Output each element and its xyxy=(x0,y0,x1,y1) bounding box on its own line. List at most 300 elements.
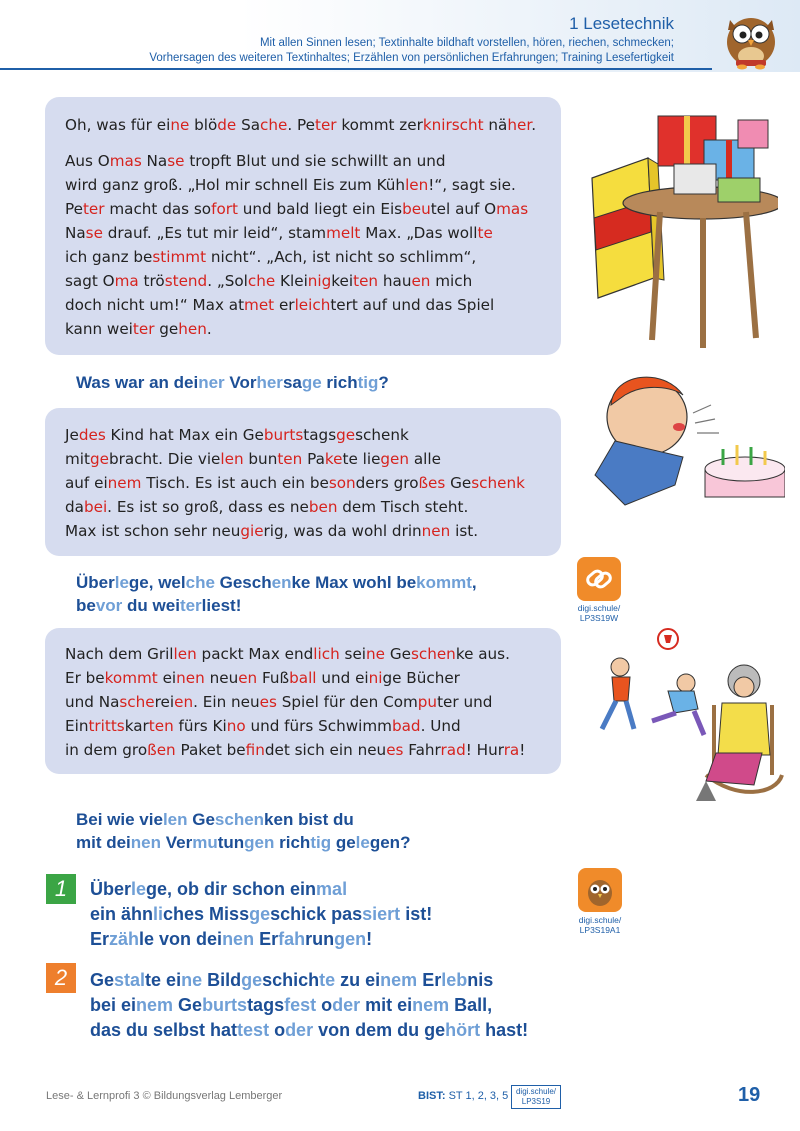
syllable-highlight: nen xyxy=(421,522,451,540)
text-run: . „Sol xyxy=(207,272,248,290)
text-run: be xyxy=(76,596,96,615)
text-run: hau xyxy=(378,272,412,290)
text-run: Ge xyxy=(187,810,215,829)
syllable-highlight: knirscht xyxy=(422,116,484,134)
text-run: run xyxy=(305,929,335,949)
task-2-text xyxy=(90,968,528,1043)
syllable-highlight: melt xyxy=(326,224,361,242)
text-run: dem Tisch steht. xyxy=(337,498,469,516)
text-run: drauf. „Es tut mir leid“, stam xyxy=(102,224,327,242)
text-run: !“, sagt sie. xyxy=(428,176,516,194)
syllable-highlight: ter xyxy=(179,596,202,615)
syllable-highlight: der xyxy=(332,995,361,1015)
syllable-highlight: stimmt xyxy=(152,248,207,266)
syllable-highlight: pu xyxy=(417,693,438,711)
text-run: ge xyxy=(331,833,356,852)
text-run: bun xyxy=(243,450,278,468)
text-run: Ge xyxy=(173,995,203,1015)
syllable-highlight: stal xyxy=(114,970,146,990)
syllable-highlight: len xyxy=(220,450,244,468)
text-run: Er xyxy=(417,970,442,990)
syllable-highlight: mu xyxy=(192,833,218,852)
digi-link-1-label[interactable] xyxy=(569,603,629,623)
soccer-grandma-illustration xyxy=(586,625,786,810)
syllable-highlight: bei xyxy=(83,498,108,516)
text-run: ge xyxy=(154,320,179,338)
owl-mascot-icon xyxy=(716,4,786,70)
text-run: . xyxy=(206,320,212,338)
syllable-highlight: len xyxy=(173,645,197,663)
syllable-highlight: ne xyxy=(170,116,190,134)
syllable-highlight: ra xyxy=(503,741,520,759)
text-run: doch nicht um!“ Max at xyxy=(65,296,245,314)
syllable-highlight: ni xyxy=(368,669,383,687)
syllable-highlight: len xyxy=(405,176,429,194)
text-line xyxy=(65,317,555,341)
digi-link-1-line1: digi.schule/ xyxy=(577,603,621,613)
digi-link-2-line1: digi.schule/ xyxy=(578,915,622,925)
text-run: auf ei xyxy=(65,474,108,492)
text-run: liest! xyxy=(201,596,242,615)
text-run: blö xyxy=(189,116,218,134)
text-run: Er xyxy=(90,929,110,949)
text-line xyxy=(65,221,555,245)
digi-link-1-line2: LP3S19W xyxy=(579,613,619,623)
syllable-highlight: siert xyxy=(362,904,401,924)
text-run: schenk xyxy=(355,426,409,444)
chapter-subtitle-line2: Vorhersagen des weiteren Textinhaltes; Erzählen von persönlichen Erfahrungen; Training Lesefertigkeit xyxy=(149,52,674,64)
text-run: tun xyxy=(217,833,245,852)
digi-link-1-button[interactable] xyxy=(577,557,621,601)
text-line xyxy=(65,519,555,543)
text-run: und fürs Schwimm xyxy=(245,717,392,735)
syllable-highlight: fest xyxy=(284,995,317,1015)
text-run: mit dei xyxy=(76,833,131,852)
syllable-highlight: ten xyxy=(148,717,174,735)
link-chain-icon xyxy=(577,557,621,601)
text-line xyxy=(65,245,555,269)
text-run: macht das so xyxy=(104,200,212,218)
text-run: Pa xyxy=(302,450,325,468)
text-run: rig, was da wohl drin xyxy=(263,522,422,540)
text-run: nä xyxy=(483,116,508,134)
text-run: Ge xyxy=(385,645,411,663)
text-line xyxy=(65,714,555,738)
text-run: o xyxy=(316,995,333,1015)
syllable-highlight: te xyxy=(319,970,336,990)
syllable-highlight: schen xyxy=(410,645,456,663)
text-run: Ver xyxy=(161,833,193,852)
text-run: er xyxy=(274,296,295,314)
text-run: rei xyxy=(154,693,175,711)
text-run: Ball, xyxy=(449,995,493,1015)
syllable-highlight: li xyxy=(153,904,164,924)
footer-bist-label: BIST: xyxy=(418,1090,446,1102)
text-run: tropft Blut und sie schwillt an und xyxy=(184,152,446,170)
syllable-highlight: hört xyxy=(445,1020,481,1040)
syllable-highlight: ter xyxy=(82,200,105,218)
text-run: bracht. Die vie xyxy=(108,450,221,468)
text-run: mit ei xyxy=(360,995,413,1015)
footer-digi-line2: LP3S19 xyxy=(521,1097,551,1106)
text-run: fürs Ki xyxy=(173,717,227,735)
question-1 xyxy=(76,371,389,394)
syllable-highlight: gie xyxy=(240,522,264,540)
text-run: ches Miss xyxy=(163,904,250,924)
syllable-highlight: es xyxy=(259,693,277,711)
syllable-highlight: nem xyxy=(380,970,418,990)
text-line xyxy=(65,642,555,666)
question-3 xyxy=(76,808,410,854)
text-run: , xyxy=(471,573,477,592)
syllable-highlight: ne xyxy=(366,645,385,663)
syllable-highlight: stend xyxy=(164,272,208,290)
text-run: ich ganz be xyxy=(65,248,153,266)
text-line xyxy=(65,269,555,293)
header-rule xyxy=(0,68,712,70)
syllable-highlight: mal xyxy=(316,879,348,899)
syllable-highlight: de xyxy=(217,116,237,134)
syllable-highlight: kommt xyxy=(104,669,158,687)
syllable-highlight: ge xyxy=(301,373,322,392)
text-run: sei xyxy=(339,645,367,663)
text-line xyxy=(76,594,477,617)
syllable-highlight: len xyxy=(162,810,188,829)
text-run: und ei xyxy=(316,669,369,687)
syllable-highlight: che xyxy=(260,116,288,134)
story-1-text xyxy=(65,113,555,341)
syllable-highlight: leb xyxy=(441,970,468,990)
text-run: Ge xyxy=(90,970,115,990)
text-line xyxy=(76,571,477,594)
text-run: kar xyxy=(124,717,149,735)
syllable-highlight: fin xyxy=(245,741,265,759)
text-run: ? xyxy=(378,373,389,392)
task-2-number-badge: 2 xyxy=(46,963,76,993)
text-run: nis xyxy=(467,970,494,990)
text-run: ke aus. xyxy=(455,645,510,663)
digi-link-2-line2: LP3S19A1 xyxy=(579,925,621,935)
syllable-highlight: ßen xyxy=(147,741,176,759)
text-run: . Pe xyxy=(287,116,315,134)
text-run: hast! xyxy=(480,1020,529,1040)
syllable-highlight: bad xyxy=(391,717,421,735)
text-run: Bei wie vie xyxy=(76,810,163,829)
syllable-highlight: nem xyxy=(107,474,142,492)
text-run: sagt O xyxy=(65,272,115,290)
text-run: schich xyxy=(262,970,320,990)
text-run: . Ein neu xyxy=(193,693,260,711)
syllable-highlight: schen xyxy=(214,810,265,829)
text-line xyxy=(65,173,555,197)
text-line xyxy=(65,423,555,447)
syllable-highlight: gen xyxy=(380,450,410,468)
syllable-highlight: se xyxy=(85,224,103,242)
text-run: o xyxy=(269,1020,286,1040)
syllable-highlight: met xyxy=(244,296,275,314)
syllable-highlight: en xyxy=(271,573,292,592)
text-run: Max ist schon sehr neu xyxy=(65,522,241,540)
text-line xyxy=(65,447,555,471)
text-run: Sa xyxy=(236,116,261,134)
text-run: Je xyxy=(65,426,79,444)
chapter-subtitle-line1: Mit allen Sinnen lesen; Textinhalte bildhaft vorstellen, hören, riechen, schmecken; xyxy=(259,37,674,49)
text-line xyxy=(65,149,555,173)
syllable-highlight: ge xyxy=(336,426,356,444)
text-run: tert auf und das Spiel xyxy=(330,296,495,314)
text-run: Er xyxy=(254,929,279,949)
text-run: ge, ob dir schon ein xyxy=(146,879,317,899)
text-line xyxy=(76,831,410,854)
text-run: Vor xyxy=(224,373,257,392)
syllable-highlight: nen xyxy=(130,833,162,852)
syllable-highlight: kommt xyxy=(416,573,472,592)
syllable-highlight: her xyxy=(507,116,532,134)
syllable-highlight: sche xyxy=(119,693,155,711)
text-run: ! xyxy=(366,929,373,949)
text-run: Gesch xyxy=(214,573,272,592)
gift-table-illustration xyxy=(578,108,778,353)
syllable-highlight: ter xyxy=(132,320,155,338)
syllable-highlight: en xyxy=(238,669,258,687)
text-run: Ge xyxy=(445,474,472,492)
text-line xyxy=(65,495,555,519)
syllable-highlight: tritts xyxy=(88,717,125,735)
text-run: ! xyxy=(519,741,526,759)
text-run: in dem gro xyxy=(65,741,148,759)
text-run: wird ganz groß. „Hol mir schnell Eis zum Küh xyxy=(65,176,406,194)
text-run: . xyxy=(531,116,537,134)
syllable-highlight: fah xyxy=(278,929,306,949)
text-run: . Es ist so groß, dass es ne xyxy=(107,498,309,516)
syllable-highlight: nig xyxy=(307,272,332,290)
text-run: ei xyxy=(157,669,177,687)
text-run: ken bist du xyxy=(264,810,354,829)
text-run: te ei xyxy=(145,970,182,990)
syllable-highlight: tig xyxy=(357,373,379,392)
syllable-highlight: ter xyxy=(315,116,337,134)
text-run: kommt zer xyxy=(336,116,423,134)
text-run: gen? xyxy=(369,833,411,852)
text-run: neu xyxy=(204,669,239,687)
syllable-highlight: ßes xyxy=(418,474,446,492)
task-1-number-badge: 1 xyxy=(46,874,76,904)
story-2-text xyxy=(65,423,555,543)
text-run: Nach dem Gril xyxy=(65,645,174,663)
text-run: und bald liegt ein Eis xyxy=(237,200,403,218)
text-run: Max. „Das woll xyxy=(360,224,478,242)
syllable-highlight: ge xyxy=(89,450,109,468)
text-run: nicht“. „Ach, ist nicht so schlimm“, xyxy=(206,248,477,266)
syllable-highlight: ke xyxy=(324,450,343,468)
text-run: ders gro xyxy=(355,474,419,492)
syllable-highlight: es xyxy=(386,741,404,759)
text-run: das du selbst hat xyxy=(90,1020,238,1040)
syllable-highlight: der xyxy=(285,1020,314,1040)
syllable-highlight: leich xyxy=(294,296,331,314)
syllable-highlight: le xyxy=(355,833,370,852)
text-run: tags xyxy=(303,426,337,444)
text-line xyxy=(65,690,555,714)
text-line xyxy=(90,877,432,902)
text-run: rich xyxy=(274,833,311,852)
text-run: Bild xyxy=(202,970,242,990)
text-run: Was war an dei xyxy=(76,373,199,392)
text-run: ke Max wohl be xyxy=(291,573,417,592)
text-run: tel auf O xyxy=(430,200,497,218)
syllable-highlight: schenk xyxy=(471,474,525,492)
text-line xyxy=(90,927,432,952)
story-1-paragraph-1 xyxy=(65,113,555,137)
text-run: trö xyxy=(138,272,165,290)
text-run: rich xyxy=(321,373,358,392)
syllable-highlight: ge xyxy=(241,970,263,990)
text-run: det sich ein neu xyxy=(264,741,387,759)
boy-blowing-candles-illustration xyxy=(585,365,785,525)
footer-bist-value: ST 1, 2, 3, 5 xyxy=(448,1090,509,1102)
syllable-highlight: ge xyxy=(249,904,271,924)
text-run: zu ei xyxy=(335,970,381,990)
syllable-highlight: ma xyxy=(114,272,139,290)
syllable-highlight: mas xyxy=(496,200,529,218)
syllable-highlight: no xyxy=(226,717,246,735)
text-run: alle xyxy=(409,450,441,468)
text-run: ge Bücher xyxy=(382,669,460,687)
syllable-highlight: te xyxy=(477,224,493,242)
syllable-highlight: ten xyxy=(353,272,379,290)
text-run: von dem du ge xyxy=(313,1020,446,1040)
syllable-highlight: gen xyxy=(334,929,367,949)
text-run: le von dei xyxy=(139,929,223,949)
text-run: Fuß xyxy=(257,669,290,687)
text-run: ein ähn xyxy=(90,904,154,924)
text-run: Na xyxy=(65,224,86,242)
syllable-highlight: che xyxy=(185,573,215,592)
text-run: schick pas xyxy=(270,904,363,924)
text-run: packt Max end xyxy=(196,645,314,663)
footer-bist xyxy=(418,1090,508,1102)
syllable-highlight: ball xyxy=(289,669,317,687)
syllable-highlight: vor xyxy=(95,596,123,615)
syllable-highlight: fort xyxy=(211,200,238,218)
text-run: Paket be xyxy=(175,741,246,759)
text-run: Er be xyxy=(65,669,105,687)
text-line xyxy=(90,1018,528,1043)
text-line xyxy=(65,471,555,495)
text-run: mit xyxy=(65,450,90,468)
syllable-highlight: her xyxy=(256,373,283,392)
text-run: da xyxy=(65,498,84,516)
text-run: ! Hur xyxy=(465,741,504,759)
syllable-highlight: che xyxy=(247,272,276,290)
text-run: Pe xyxy=(65,200,83,218)
syllable-highlight: des xyxy=(78,426,106,444)
syllable-highlight: nem xyxy=(412,995,450,1015)
text-line xyxy=(90,968,528,993)
syllable-highlight: lich xyxy=(313,645,340,663)
text-line xyxy=(90,993,528,1018)
owl-icon xyxy=(578,868,622,912)
text-run: . Und xyxy=(420,717,461,735)
footer-digi-link[interactable] xyxy=(511,1085,561,1109)
question-2 xyxy=(76,571,477,617)
syllable-highlight: le xyxy=(114,573,129,592)
text-run: ist! xyxy=(400,904,433,924)
syllable-highlight: burts xyxy=(263,426,304,444)
digi-link-2-label[interactable] xyxy=(570,915,630,935)
text-run: Tisch. Es ist auch ein be xyxy=(141,474,329,492)
syllable-highlight: en xyxy=(174,693,194,711)
text-line xyxy=(65,738,555,762)
story-3-text xyxy=(65,642,555,762)
footer-digi-line1: digi.schule/ xyxy=(515,1087,557,1096)
text-run: te lie xyxy=(342,450,381,468)
text-run: Kind hat Max ein Ge xyxy=(105,426,264,444)
story-1-paragraph-2 xyxy=(65,149,555,341)
text-line xyxy=(76,808,410,831)
text-run: und Na xyxy=(65,693,120,711)
syllable-highlight: burts xyxy=(202,995,248,1015)
text-line xyxy=(90,902,432,927)
text-run: tags xyxy=(247,995,285,1015)
syllable-highlight: test xyxy=(237,1020,270,1040)
syllable-highlight: en xyxy=(411,272,431,290)
syllable-highlight: gen xyxy=(244,833,275,852)
text-run: ter und xyxy=(437,693,493,711)
text-run: sa xyxy=(282,373,302,392)
text-run: Über xyxy=(76,573,115,592)
text-run: bei ei xyxy=(90,995,137,1015)
syllable-highlight: rad xyxy=(440,741,466,759)
text-run: kei xyxy=(331,272,354,290)
text-run: Spiel für den Com xyxy=(276,693,418,711)
text-run: Ein xyxy=(65,717,89,735)
text-run: Na xyxy=(141,152,168,170)
text-run: Oh, was für ei xyxy=(65,116,171,134)
syllable-highlight: le xyxy=(131,879,147,899)
text-run: Über xyxy=(90,879,132,899)
digi-link-2-button[interactable] xyxy=(578,868,622,912)
page-number: 19 xyxy=(738,1084,761,1106)
task-1-text xyxy=(90,877,432,952)
text-run: Klei xyxy=(275,272,308,290)
syllable-highlight: nen xyxy=(176,669,205,687)
syllable-highlight: mas xyxy=(109,152,142,170)
text-run: kann wei xyxy=(65,320,133,338)
footer-copyright: Lese- & Lernprofi 3 © Bildungsverlag Lemberger xyxy=(46,1090,283,1102)
syllable-highlight: hen xyxy=(178,320,207,338)
text-run: ist. xyxy=(450,522,479,540)
syllable-highlight: ner xyxy=(198,373,225,392)
text-run: mich xyxy=(430,272,473,290)
text-run: Aus O xyxy=(65,152,110,170)
syllable-highlight: nen xyxy=(222,929,255,949)
syllable-highlight: ne xyxy=(181,970,203,990)
syllable-highlight: zäh xyxy=(109,929,140,949)
syllable-highlight: ten xyxy=(277,450,303,468)
text-run: du wei xyxy=(122,596,180,615)
syllable-highlight: nem xyxy=(136,995,174,1015)
chapter-title: 1 Lesetechnik xyxy=(569,14,674,33)
syllable-highlight: tig xyxy=(310,833,332,852)
text-run: ge, wel xyxy=(128,573,186,592)
syllable-highlight: son xyxy=(328,474,356,492)
text-line xyxy=(65,293,555,317)
syllable-highlight: ben xyxy=(308,498,338,516)
syllable-highlight: se xyxy=(167,152,185,170)
syllable-highlight: beu xyxy=(402,200,431,218)
text-line xyxy=(65,197,555,221)
